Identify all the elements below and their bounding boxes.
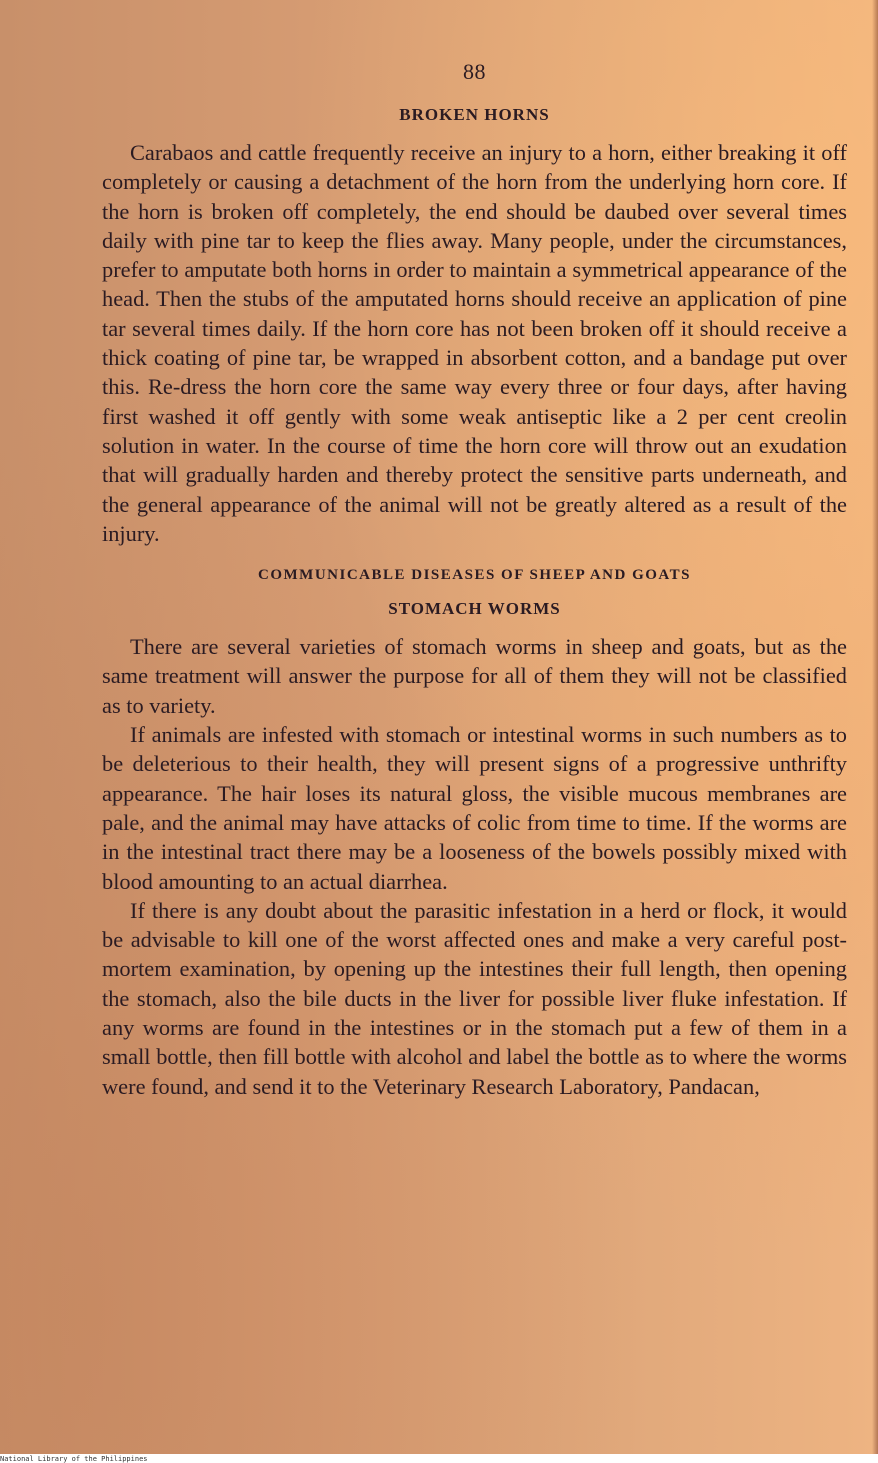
page-text-block [102, 58, 847, 1101]
page-edge-shadow [872, 0, 878, 1454]
paragraph-stomach-worms-2: If animals are infested with stomach or intestinal worms in such numbers as to be deleterious to their health, they will present signs of a progressive unthrifty appearance. The hair loses its natural gloss, the visible mucous membranes are pale, and the animal may have attacks of colic from time to time. If the worms are in the intestinal tract there may be a looseness of the bowels possibly mixed with blood amounting to an actual diarrhea. [102, 722, 847, 894]
heading-broken-horns: BROKEN HORNS [399, 105, 550, 124]
heading-communicable-diseases: COMMUNICABLE DISEASES OF SHEEP AND GOATS [258, 567, 691, 584]
page-number: 88 [463, 59, 486, 84]
heading-stomach-worms: STOMACH WORMS [388, 599, 561, 619]
paragraph-stomach-worms-3: If there is any doubt about the parasitic infestation in a herd or flock, it would be advisable to kill one of the worst affected ones and make a very careful post-mortem examination, by opening up the intestines their full length, then opening the stomach, also the bile ducts in the liver for possible liver fluke infestation. If any worms are found in the intestines or in the stomach put a few of them in a small bottle, then fill bottle with alcohol and label the bottle as to where the worms were found, and send it to the Veterinary Research Laboratory, Pandacan, [102, 897, 847, 1099]
footer-credit: National Library of the Philippines [0, 1455, 148, 1463]
paragraph-broken-horns: Carabaos and cattle frequently receive an injury to a horn, either breaking it off completely or causing a detachment of the horn from the underlying horn core. If the horn is broken off completely, the end should be daubed over several times daily with pine tar to keep the flies away. Many people, under the circumstances, prefer to amputate both horns in order to maintain a symmetrical appearance of the head. Then the stubs of the amputated horns should receive an application of pine tar several times daily. If the horn core has not been broken off it should receive a thick coating of pine tar, be wrapped in absorbent cotton, and a bandage put over this. Re-dress the horn core the same way every three or four days, after having first washed it off gently with some weak antiseptic like a 2 per cent creolin solution in water. In the course of time the horn core will throw out an exudation that will gradually harden and thereby protect the sensitive parts underneath, and the general appearance of the animal will not be greatly altered as a result of the injury. [102, 140, 847, 546]
paragraph-stomach-worms-1: There are several varieties of stomach worms in sheep and goats, but as the same treatment will answer the purpose for all of them they will not be classified as to variety. [102, 634, 847, 718]
